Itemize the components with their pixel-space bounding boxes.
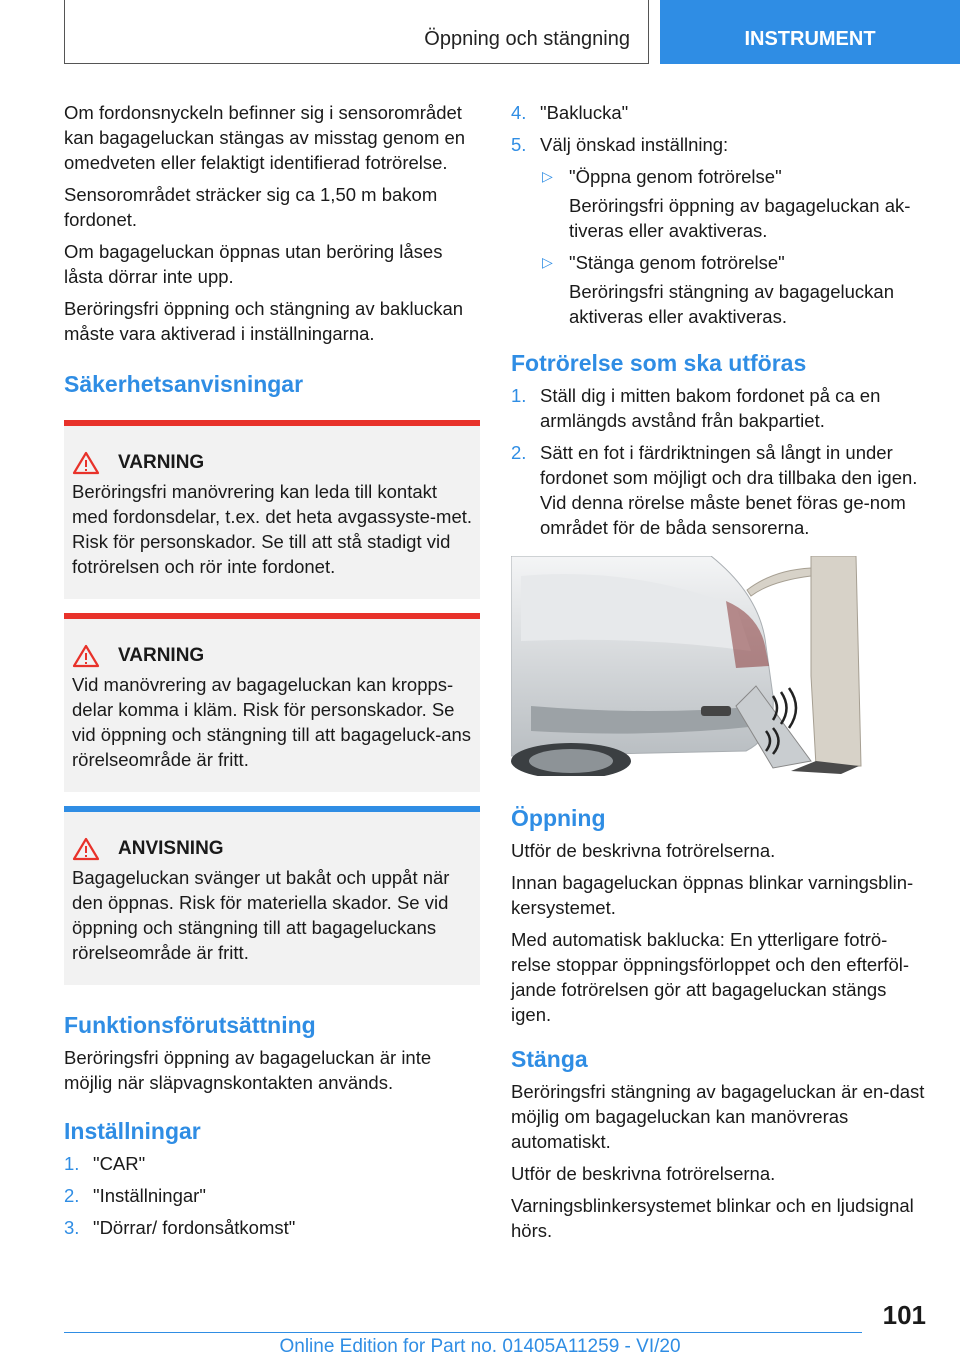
closing-paragraph: Varningsblinkersystemet blinkar och en ljudsignal hörs. xyxy=(511,1195,914,1241)
settings-steps-continued xyxy=(511,100,927,157)
warning-title: VARNING xyxy=(118,645,205,666)
opening-paragraph: Utför de beskrivna fotrörelserna. xyxy=(511,840,776,861)
step-number: 3. xyxy=(64,1217,80,1238)
footer-divider xyxy=(64,1332,862,1333)
option-item xyxy=(540,250,927,329)
opening-heading: Öppning xyxy=(511,805,606,831)
warning-triangle-icon xyxy=(72,451,100,475)
option-label: "Öppna genom fotrörelse" xyxy=(569,166,782,187)
intro-paragraph: Om bagageluckan öppnas utan beröring låses låsta dörrar inte upp. xyxy=(64,241,443,287)
foot-movement-heading: Fotrörelse som ska utföras xyxy=(511,350,807,376)
option-description: Beröringsfri stängning av bagageluckan aktiveras eller avaktiveras. xyxy=(569,281,894,327)
prerequisite-text: Beröringsfri öppning av bagageluckan är inte möjlig när släpvagnskontakten används. xyxy=(64,1047,432,1093)
step-item xyxy=(511,100,927,125)
step-text: "CAR" xyxy=(93,1153,146,1174)
option-item xyxy=(540,164,927,243)
step-number: 2. xyxy=(511,442,527,463)
step-text: Sätt en fot i färdriktningen så långt in under fordonet som möjligt och dra tillbaka den igen. Vid denna rörelse måste benet föras ge-nom området för de båda sensorerna. xyxy=(540,442,918,538)
bullet-triangle-icon: ▷ xyxy=(542,254,553,270)
prerequisite-heading: Funktionsförutsättning xyxy=(64,1012,316,1038)
step-number: 2. xyxy=(64,1185,80,1206)
warning-header xyxy=(72,643,474,668)
step-text: "Inställningar" xyxy=(93,1185,206,1206)
settings-heading: Inställningar xyxy=(64,1118,201,1144)
warning-text: Vid manövrering av bagageluckan kan kropps-delar komma i kläm. Risk för personskador. Se vid öppning och stängning till att bagageluck-ans rörelseområde är fritt. xyxy=(72,674,472,770)
closing-heading: Stänga xyxy=(511,1046,588,1072)
step-item xyxy=(64,1215,480,1240)
safety-heading: Säkerhetsanvisningar xyxy=(64,371,304,397)
step-item xyxy=(64,1183,480,1208)
car-rear-foot-image xyxy=(511,556,865,776)
bullet-triangle-icon: ▷ xyxy=(542,168,553,184)
step-item xyxy=(511,132,927,157)
chapter-tab[interactable]: INSTRUMENT xyxy=(660,0,960,64)
notice-triangle-icon xyxy=(72,837,100,861)
warning-text: Beröringsfri manövrering kan leda till kontakt med fordonsdelar, t.ex. det heta avgassyste-met. Risk för personskador. Se till att stå stadigt vid fotrörelsen och rör inte fordonet. xyxy=(72,481,473,577)
foot-movement-steps xyxy=(511,383,927,540)
opening-paragraph: Innan bagageluckan öppnas blinkar varningsblin-kersystemet. xyxy=(511,872,914,918)
warning-box xyxy=(64,613,480,792)
warning-box xyxy=(64,420,480,599)
step-item xyxy=(64,1151,480,1176)
step-number: 5. xyxy=(511,134,527,155)
step-number: 4. xyxy=(511,102,527,123)
step-text: Ställ dig i mitten bakom fordonet på ca en armlängds avstånd från bakpartiet. xyxy=(540,385,881,431)
left-column xyxy=(64,100,480,1247)
settings-steps xyxy=(64,1151,480,1240)
step-number: 1. xyxy=(64,1153,80,1174)
intro-paragraph: Om fordonsnyckeln befinner sig i sensorområdet kan bagageluckan stängas av misstag genom en omedveten eller felaktigt identifierad fotrörelse. xyxy=(64,102,466,173)
foot-gesture-illustration xyxy=(511,556,865,776)
intro-paragraph: Beröringsfri öppning och stängning av bakluckan måste vara aktiverad i inställningarna. xyxy=(64,298,464,344)
step-number: 1. xyxy=(511,385,527,406)
step-text: "Baklucka" xyxy=(540,102,629,123)
section-title: Öppning och stängning xyxy=(424,28,630,50)
warning-title: VARNING xyxy=(118,452,205,473)
notice-text: Bagageluckan svänger ut bakåt och uppåt när den öppnas. Risk för materiella skador. Se vid öppning och stängning till att bagageluckans rörelseområde är fritt. xyxy=(72,867,450,963)
notice-header xyxy=(72,836,474,861)
options-list xyxy=(511,164,927,329)
right-column xyxy=(511,100,927,1250)
step-text: Välj önskad inställning: xyxy=(540,134,729,155)
step-item xyxy=(511,440,927,540)
warning-header xyxy=(72,450,474,475)
opening-paragraph: Med automatisk baklucka: En ytterligare fotrö-relse stoppar öppningsförloppet och den efterföl-jande fotrörelsen gör att bagageluckan stängs igen. xyxy=(511,929,910,1025)
footer-edition[interactable]: Online Edition for Part no. 01405A11259 - VI/20 xyxy=(279,1336,681,1357)
closing-paragraph: Beröringsfri stängning av bagageluckan är en-dast möjlig om bagageluckan kan manövreras automatiskt. xyxy=(511,1081,925,1152)
page-number: 101 xyxy=(882,1300,926,1330)
notice-title: ANVISNING xyxy=(118,838,224,859)
warning-triangle-icon xyxy=(72,644,100,668)
option-description: Beröringsfri öppning av bagageluckan ak-tiveras eller avaktiveras. xyxy=(569,195,911,241)
step-text: "Dörrar/ fordonsåtkomst" xyxy=(93,1217,296,1238)
intro-paragraph: Sensorområdet sträcker sig ca 1,50 m bakom fordonet. xyxy=(64,184,438,230)
notice-box xyxy=(64,806,480,985)
option-label: "Stänga genom fotrörelse" xyxy=(569,252,785,273)
closing-paragraph: Utför de beskrivna fotrörelserna. xyxy=(511,1163,776,1184)
step-item xyxy=(511,383,927,433)
